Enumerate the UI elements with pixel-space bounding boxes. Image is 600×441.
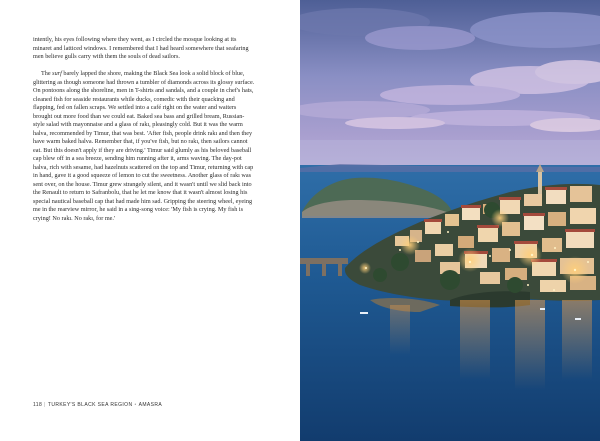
paragraph-1: intently, his eyes following where they went, as I circled the mosque looking at its minaret and latticed windows. I remembered that I had heard somewhere that seafaring men believe gulls carry with them the souls of dead sailors.: [33, 36, 249, 60]
page-number: 118: [33, 402, 43, 408]
paragraph-2-body: barely lapped the shore, making the Black Sea look a solid block of blue, glittering as though someone had thrown a tumbler of diamonds across its glossy surface. On pontoons along the shoreline, men in T-shirts and sandals, and a couple in chef's hats, cleaned fish for seaside restaurants while ducks, comedic with their quacking and flapping, fed on fallen scraps. We settled into a café right on the water and waiters brought out more food than we could eat. Baked sea bass and grilled bream, Russian-style salad with mayonnaise and a glass of rakı, pleasingly cold. But it was the warm halva, recommended by Timur, that was best. 'After fish, people drink rakı and then they have warm baked halva. Remember that, if you've fish, but no rakı, then sailors cannot eat. But this doesn't apply if they are driving.' Timur said glumly as his beloved baseball cap blew off in a sea breeze, sending him running after it, arms waving. The day-pot halva, rich with sesame, had hazelnuts scattered on the top and Timur, returning with cap in hand, gave it a good squeeze of lemon to cut the sweetness. Another glass of rakı was sent over, on the house. Timur grew strangely silent, and it wasn't until we slid back into the Renault to return to Safranbolu, that he let me know that it wasn't almost losing his special nautical baseball cap that had made him sad. Gripping the steering wheel, eyeing me in the rearview mirror, he said in a sing-song voice: 'My fish is crying. My fish is crying! No rakı. No rakı, for me.': [33, 70, 255, 222]
photo-illustration: [300, 0, 600, 441]
minaret: [538, 172, 542, 194]
paragraph-2: [33, 70, 255, 223]
paragraph-2-emphasis: surf: [52, 70, 62, 77]
bridge: [300, 258, 348, 276]
section-title: TURKEY'S BLACK SEA REGION: [47, 402, 133, 408]
body-text: [33, 36, 255, 223]
folio: [33, 402, 162, 408]
photo-amasra: [300, 0, 600, 441]
folio-dot: •: [134, 402, 137, 408]
paragraph-2-lead: The: [41, 70, 53, 77]
chapter-title: AMASRA: [138, 402, 163, 408]
folio-divider: |: [44, 402, 46, 408]
